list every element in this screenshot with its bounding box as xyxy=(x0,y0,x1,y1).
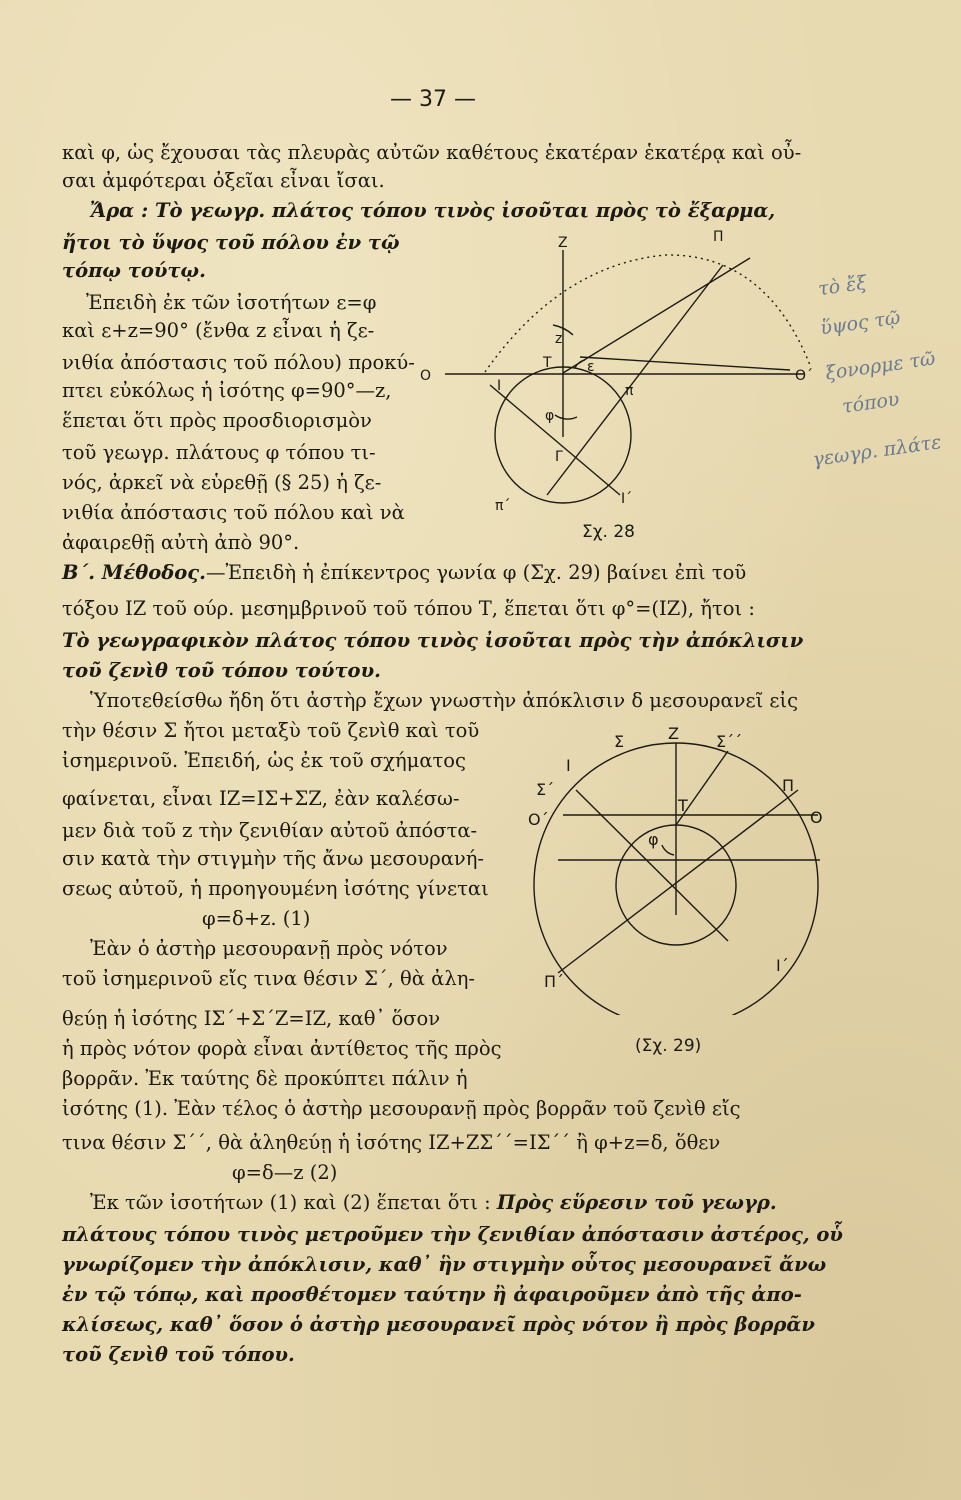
text-line: Ἐπειδὴ ἐκ τῶν ἰσοτήτων ε=φ xyxy=(86,291,377,314)
fig29-phi-arc xyxy=(662,845,674,855)
figure-28 xyxy=(415,225,835,535)
conclusion-line: ἤτοι τὸ ὕψος τοῦ πόλου ἐν τῷ xyxy=(62,231,400,254)
fig28-label-Iprime: Ι΄ xyxy=(621,491,633,507)
fig29-label-Sigma: Σ xyxy=(614,732,625,751)
margin-gloss: γεωγρ. πλάτε xyxy=(811,431,943,471)
fig28-label-z: z xyxy=(555,331,563,347)
fig29-equator-line xyxy=(576,790,728,941)
fig28-label-Pprime: π΄ xyxy=(495,498,511,514)
text-line: καὶ φ, ὡς ἔχουσαι τὰς πλευρὰς αὐτῶν καθέτους ἑκατέραν ἑκατέρᾳ καὶ οὖ- xyxy=(62,141,802,164)
text-line: σεως αὐτοῦ, ἡ προηγουμένη ἰσότης γίνεται xyxy=(62,877,489,900)
text-line: ἀφαιρεθῇ αὐτὴ ἀπὸ 90°. xyxy=(62,531,300,554)
text-line: μεν διὰ τοῦ z τὴν ζενιθίαν αὐτοῦ ἀπόστα- xyxy=(62,819,478,842)
fig28-label-e: ε xyxy=(587,359,595,375)
margin-gloss: τόπου xyxy=(840,388,901,418)
text-line: ἡ πρὸς νότον φορὰ εἶναι ἀντίθετος τῆς πρὸς xyxy=(62,1037,502,1060)
fig28-label-Oprime: Ο΄ xyxy=(795,368,814,384)
fig28-axis-line xyxy=(547,265,723,495)
rule-prefix: Ἐκ τῶν ἰσοτήτων (1) καὶ (2) ἕπεται ὅτι : xyxy=(90,1191,491,1214)
fig29-label-O: Ο xyxy=(810,808,823,827)
fig29-label-Z: Ζ xyxy=(668,724,679,743)
theorem-line: Τὸ γεωγραφικὸν πλάτος τόπου τινὸς ἰσοῦται πρὸς τὴν ἀπόκλισιν xyxy=(62,629,804,652)
text-line: καὶ ε+z=90° (ἔνθα z εἶναι ἡ ζε- xyxy=(62,319,375,342)
fig29-label-I: Ι xyxy=(566,756,571,775)
text-line: τοῦ γεωγρ. πλάτους φ τόπου τι- xyxy=(62,441,376,464)
fig29-label-phi: φ xyxy=(648,830,659,849)
fig28-label-G: Γ xyxy=(555,449,563,465)
text-line: πτει εὐκόλως ἡ ἰσότης φ=90°—z, xyxy=(62,379,392,402)
fig29-label-Sigma2: Σ΄΄ xyxy=(716,732,743,751)
text-line: τόξου ΙΖ τοῦ ούρ. μεσημβρινοῦ τοῦ τόπου Τ, ἕπεται ὅτι φ°=(ΙΖ), ἤτοι : xyxy=(62,597,755,620)
text-line: ἰσότης (1). Ἐὰν τέλος ὁ ἀστὴρ μεσουρανῇ πρὸς βορρᾶν τοῦ ζενὶθ εἴς xyxy=(62,1097,741,1120)
fig28-phi-arc xyxy=(555,415,577,419)
text-line: νιθία ἀπόστασις τοῦ πόλου) προκύ- xyxy=(62,351,415,374)
page-number: — 37 — xyxy=(390,87,476,112)
fig29-label-Iprime: Ι΄ xyxy=(776,956,789,975)
fig29-label-Oprime: Ο΄ xyxy=(528,810,549,829)
text-line: βορρᾶν. Ἐκ ταύτης δὲ προκύπτει πάλιν ἡ xyxy=(62,1067,468,1090)
theorem-line: τοῦ ζενὶθ τοῦ τόπου τούτου. xyxy=(62,659,381,682)
fig28-dotted-arc xyxy=(485,255,810,372)
margin-gloss: τὸ ἔξ xyxy=(816,271,868,301)
text-line: σιν κατὰ τὴν στιγμὴν τῆς ἄνω μεσουρανή- xyxy=(62,847,485,870)
text-line: τὴν θέσιν Σ ἤτοι μεταξὺ τοῦ ζενὶθ καὶ τοῦ xyxy=(62,719,480,742)
fig29-label-Pprime: Π΄ xyxy=(544,972,565,991)
text-line: τινα θέσιν Σ΄΄, θὰ ἀληθεύῃ ἡ ἰσότης ΙΖ+ΖΣ΄΄=ΙΣ΄΄ ἢ φ+z=δ, ὅθεν xyxy=(62,1131,721,1154)
text-line: ἕπεται ὅτι πρὸς προσδιορισμὸν xyxy=(62,409,372,432)
fig29-label-T: Τ xyxy=(678,796,688,815)
fig28-ray-line xyxy=(580,357,790,370)
text-line: νός, ἀρκεῖ νὰ εὑρεθῇ (§ 25) ἡ ζε- xyxy=(62,471,382,494)
rule-line: γνωρίζομεν τὴν ἀπόκλισιν, καθ᾽ ἣν στιγμὴν οὗτος μεσουρανεῖ ἄνω xyxy=(62,1253,827,1276)
text-line: νιθία ἀπόστασις τοῦ πόλου καὶ νὰ xyxy=(62,501,405,524)
rule-line: τοῦ ζενὶθ τοῦ τόπου. xyxy=(62,1343,295,1366)
text-line: σαι ἀμφότεραι ὀξεῖαι εἶναι ἴσαι. xyxy=(62,169,385,192)
fig28-label-Pi: π xyxy=(625,383,634,399)
conclusion-line: τόπῳ τούτῳ. xyxy=(62,259,206,282)
rule-start: Πρὸς εὕρεσιν τοῦ γεωγρ. xyxy=(496,1191,777,1214)
text-line: τοῦ ἰσημερινοῦ εἴς τινα θέσιν Σ΄, θὰ ἀλη- xyxy=(62,967,475,990)
rule-line xyxy=(90,1190,777,1216)
equation-1: φ=δ+z. (1) xyxy=(202,907,311,930)
method-line xyxy=(62,560,746,586)
margin-gloss: ξονορμε τῶ xyxy=(824,347,937,385)
text-line: Ἐὰν ὁ ἀστὴρ μεσουρανῇ πρὸς νότον xyxy=(90,937,448,960)
text-line: φαίνεται, εἶναι ΙΖ=ΙΣ+ΣΖ, ἐὰν καλέσω- xyxy=(62,787,460,810)
rule-line: πλάτους τόπου τινὸς μετροῦμεν τὴν ζενιθίαν ἀπόστασιν ἀστέρος, οὗ xyxy=(62,1223,843,1246)
equation-2: φ=δ—z (2) xyxy=(232,1161,338,1184)
rule-line: ἐν τῷ τόπῳ, καὶ προσθέτομεν ταύτην ἢ ἀφαιροῦμεν ἀπὸ τῆς ἀπο- xyxy=(62,1283,802,1306)
fig28-label-Z: Ζ xyxy=(558,235,568,251)
fig28-equator-line xyxy=(490,385,620,495)
margin-gloss: ὕψος τῷ xyxy=(818,306,902,340)
fig28-label-P: Π xyxy=(713,229,724,245)
fig29-label-Sigma1: Σ΄ xyxy=(536,780,555,799)
fig29-label-P: Π xyxy=(782,776,795,795)
rule-line: κλίσεως, καθ᾽ ὅσον ὁ ἀστὴρ μεσουρανεῖ πρὸς νότον ἢ πρὸς βορρᾶν xyxy=(62,1313,815,1336)
fig29-caption: (Σχ. 29) xyxy=(635,1036,702,1056)
figure-29 xyxy=(528,715,858,1015)
fig28-label-O: Ο xyxy=(420,368,432,384)
fig28-label-I: Ι xyxy=(497,378,502,394)
method-text: —Ἐπειδὴ ἡ ἐπίκεντρος γωνία φ (Σχ. 29) βαίνει ἐπὶ τοῦ xyxy=(205,561,747,584)
fig28-caption: Σχ. 28 xyxy=(582,522,636,542)
text-line: Ὑποτεθείσθω ἤδη ὅτι ἀστὴρ ἔχων γνωστὴν ἀπόκλισιν δ μεσουρανεῖ εἰς xyxy=(90,689,799,712)
conclusion-line: Ἄρα : Τὸ γεωγρ. πλάτος τόπου τινὸς ἰσοῦται πρὸς τὸ ἔξαρμα, xyxy=(90,199,776,222)
fig28-label-T: Τ xyxy=(543,355,552,371)
method-heading: Β΄. Μέθοδος. xyxy=(62,561,206,584)
fig28-label-phi: φ xyxy=(545,408,555,424)
text-line: θεύῃ ἡ ἰσότης ΙΣ΄+Σ΄Ζ=ΙΖ, καθ᾽ ὅσον xyxy=(62,1007,441,1030)
text-line: ἰσημερινοῦ. Ἐπειδή, ὡς ἐκ τοῦ σχήματος xyxy=(62,749,466,772)
